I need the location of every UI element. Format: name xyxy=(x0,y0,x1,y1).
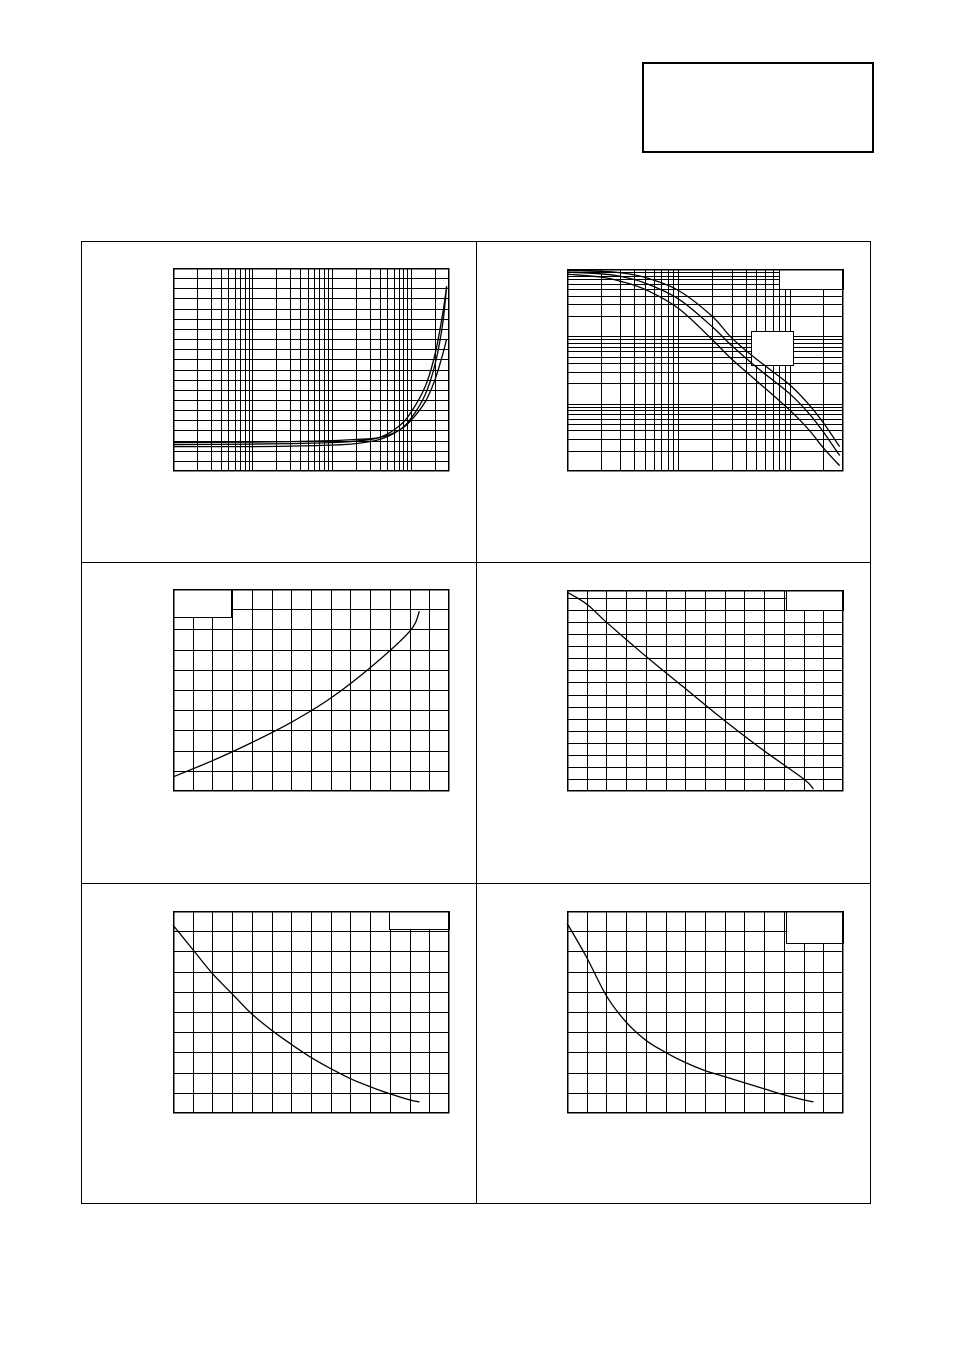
chart-2-series-2 xyxy=(567,274,840,466)
chart-1-series-0 xyxy=(173,286,447,446)
chart-6-label-box-0 xyxy=(787,912,844,944)
chart-5-label-box-0 xyxy=(390,912,450,930)
chart-4-label-box-0 xyxy=(787,591,844,611)
chart-4 xyxy=(567,590,843,791)
chart-5-grid xyxy=(173,911,449,1113)
chart-2-label-box-0 xyxy=(780,270,844,290)
panel-divider-vertical xyxy=(476,242,477,1203)
chart-5 xyxy=(173,911,449,1113)
chart-2-frame xyxy=(568,270,843,471)
chart-3-series-0 xyxy=(173,611,419,777)
panel-divider-horizontal-1 xyxy=(82,562,870,563)
panel-divider-horizontal-2 xyxy=(82,883,870,884)
chart-4-series-0 xyxy=(567,592,813,789)
chart-4-grid xyxy=(567,590,843,791)
header-box xyxy=(642,62,874,153)
chart-3-grid xyxy=(173,589,449,791)
chart-2-grid xyxy=(567,269,843,471)
chart-1 xyxy=(173,268,449,471)
chart-3-label-box-0 xyxy=(174,590,232,618)
chart-6 xyxy=(567,911,843,1113)
chart-3 xyxy=(173,589,449,791)
chart-2 xyxy=(567,269,843,471)
